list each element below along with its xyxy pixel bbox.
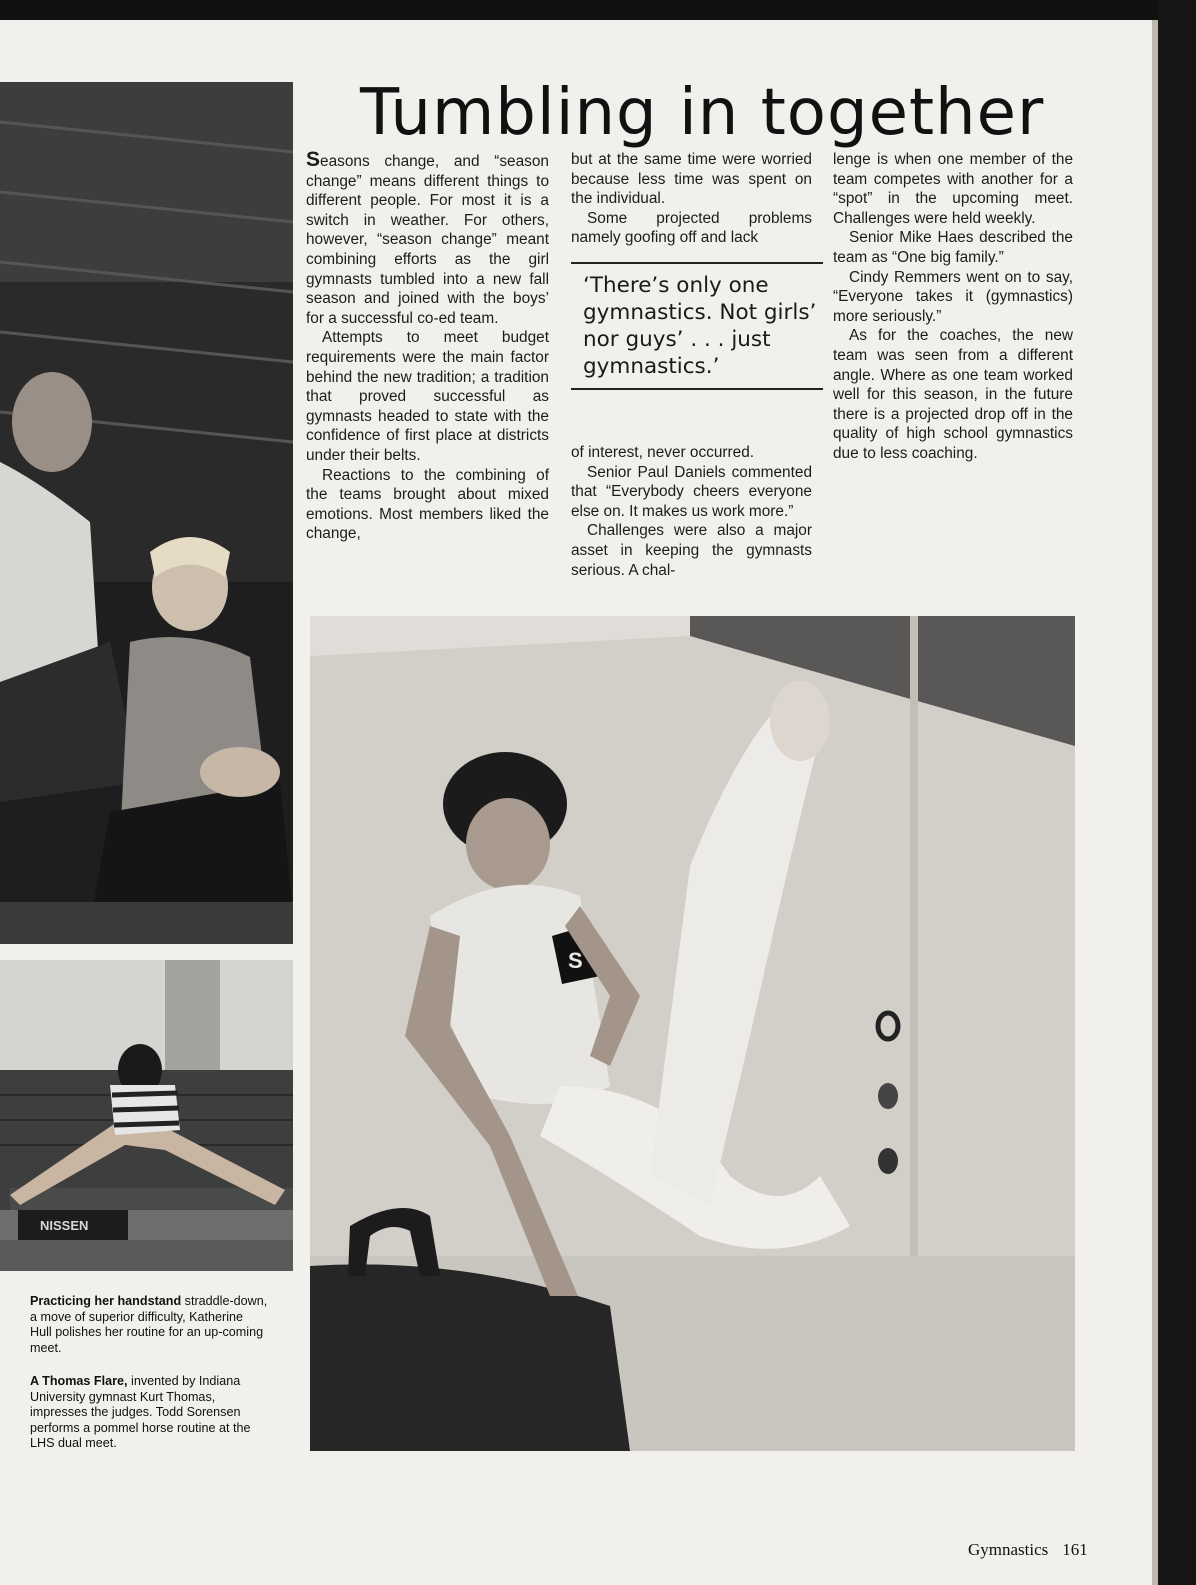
- photo-caption-thomas-flare: [30, 1374, 268, 1452]
- page-footer: [968, 1540, 1088, 1560]
- article-column-1: [306, 150, 549, 544]
- paragraph: As for the coaches, the new team was seen from a different angle. Where as one team worked well for this season, in the future there is a projected drop off in the quality of high school gymnastics due to less coaching.: [833, 327, 1073, 462]
- article-column-3: [833, 150, 1073, 464]
- photo-gymnasts-on-bleachers: [0, 82, 293, 944]
- caption-lead: A Thomas Flare,: [30, 1374, 128, 1388]
- paragraph: Some projected problems namely goofing off and lack: [571, 209, 812, 247]
- paragraph: lenge is when one member of the team competes with another for a “spot” in the upcoming meet. Challenges were held weekly.: [833, 151, 1073, 227]
- paragraph: but at the same time were worried because less time was spent on the individual.: [571, 151, 812, 208]
- caption-text: invented by Indiana University gymnast Kurt Thomas, impresses the judges. Todd Sorensen performs a pommel horse routine at the LHS dual meet.: [30, 1374, 251, 1451]
- section-name: Gymnastics: [968, 1540, 1049, 1559]
- pull-quote: ‘There’s only one gymnastics. Not girls’ nor guys’ . . . just gymnastics.’: [571, 262, 823, 390]
- paragraph: [306, 150, 549, 328]
- paragraph: Attempts to meet budget requirements were the main factor behind the new tradition; a tradition that proved successful as gymnasts headed to state with the confidence of first place at districts under their belts.: [306, 329, 549, 464]
- article-title: Tumbling in together: [360, 76, 1045, 150]
- article-column-2-top: [571, 150, 812, 248]
- paragraph: Senior Mike Haes described the team as “One big family.”: [833, 229, 1073, 266]
- paragraph: Senior Paul Daniels commented that “Everybody cheers everyone else on. It makes us work more.”: [571, 463, 812, 520]
- article-column-2-bottom: [571, 443, 812, 580]
- caption-lead: Practicing her handstand: [30, 1294, 182, 1308]
- caption-text: straddle-down, a move of superior difficulty, Katherine Hull polishes her routine for an up-coming meet.: [30, 1294, 268, 1355]
- scan-top-border: [0, 0, 1196, 20]
- beam-brand-label: NISSEN: [40, 1218, 89, 1233]
- paragraph: Cindy Remmers went on to say, “Everyone takes it (gymnastics) more seriously.”: [833, 268, 1073, 325]
- paragraph: of interest, never occurred.: [571, 444, 755, 461]
- shirt-letter: S: [568, 948, 583, 973]
- paragraph: Challenges were also a major asset in keeping the gymnasts serious. A chal-: [571, 522, 812, 579]
- photo-handstand-beam: [0, 960, 293, 1271]
- photo-pommel-horse: [310, 616, 1075, 1451]
- drop-cap: S: [306, 148, 321, 171]
- paragraph-text: easons change, and “season change” means different things to different people. For most it is a switch in weather. For others, however, “season change” meant combining efforts as the girl gymnasts tumbled into a new fall season and joined with the boys’ for a successful co-ed team.: [306, 153, 549, 327]
- scan-right-border: [1158, 0, 1196, 1585]
- page-number: 161: [1062, 1540, 1088, 1559]
- photo-caption-handstand: [30, 1294, 268, 1356]
- paragraph: Reactions to the combining of the teams brought about mixed emotions. Most members liked the change,: [306, 466, 549, 543]
